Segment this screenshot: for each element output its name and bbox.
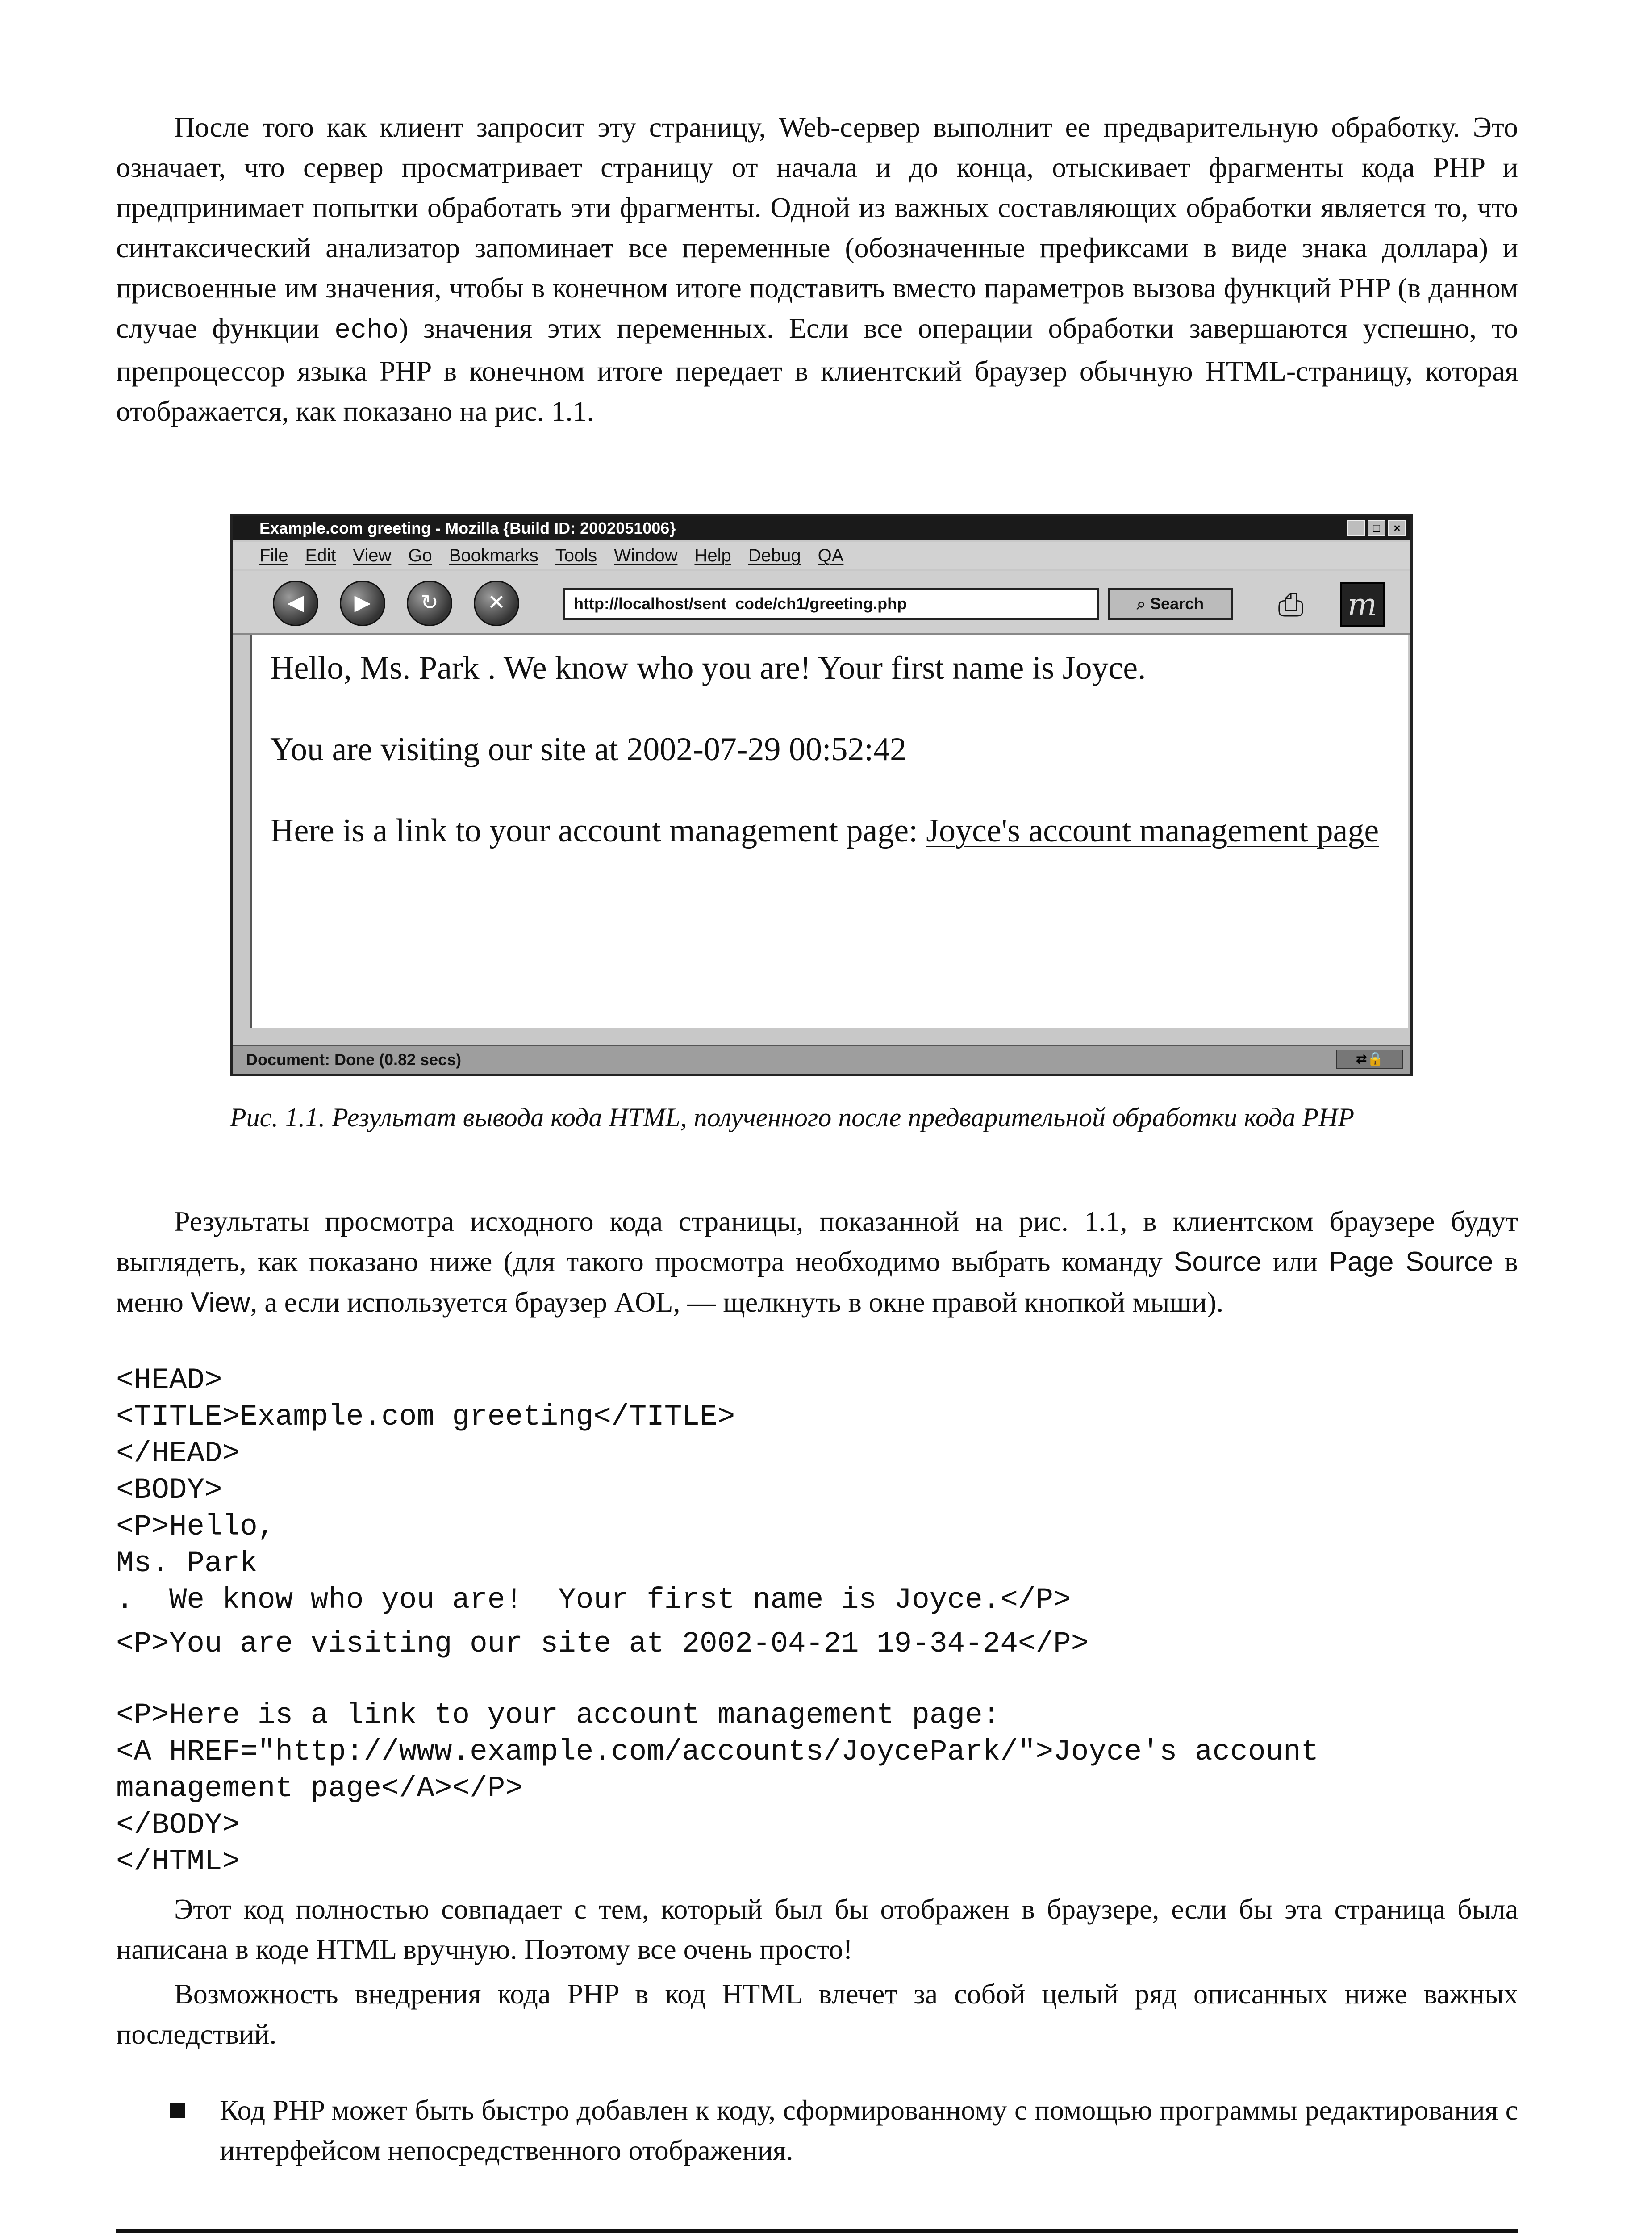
reload-icon[interactable]: ↻ (407, 581, 452, 626)
paragraph-4: Возможность внедрения кода PHP в код HTML влечет за собой целый ряд описанных ниже важных последствий. (116, 1978, 1518, 2050)
menu-edit[interactable]: Edit (305, 546, 336, 565)
paragraph-2-text-a: Результаты просмотра исходного кода страницы, показанной на рис. 1.1, в клиентском браузере будут выглядеть, как показано ниже (для такого просмотра необходимо выбрать команду (116, 1205, 1518, 1277)
code-block-visit: <P>You are visiting our site at 2002-04-21 19-34-24</P> (116, 1627, 1089, 1660)
minimize-icon[interactable]: _ (1347, 520, 1365, 536)
bullet-item (170, 2090, 1518, 2170)
print-icon[interactable]: ⎙ (1278, 585, 1304, 623)
navigation-toolbar (233, 571, 1410, 635)
code-block-link: <P>Here is a link to your account management page: <A HREF="http://www.example.com/accounts/JoycePark/">Joyce's account management page</A></P> </BODY> </HTML> (116, 1698, 1319, 1878)
account-management-link[interactable]: Joyce's account management page (926, 812, 1379, 849)
bullet-square-icon (170, 2103, 185, 2118)
maximize-icon[interactable]: □ (1368, 520, 1385, 536)
menu-window[interactable]: Window (614, 546, 678, 565)
window-controls (1347, 520, 1406, 536)
paragraph-1-text-b: ) значения этих переменных. Если все операции обработки завершаются успешно, то препроцессор языка PHP в конечном итоге передает в клиентский браузер обычную HTML-страницу, которая отображается, как показано на рис. 1.1. (116, 312, 1519, 427)
footer-rule (116, 2229, 1518, 2233)
page-content (250, 635, 1408, 1028)
content-link-line (270, 810, 1408, 851)
content-link-intro: Here is a link to your account management page: (270, 812, 926, 849)
status-text: Document: Done (0.82 secs) (246, 1050, 462, 1069)
paragraph-2-text-b: , а если используется браузер AOL, — щелкнуть в окне правой кнопкой мыши). (250, 1286, 1224, 1318)
code-block-head: <HEAD> <TITLE>Example.com greeting</TITLE> </HEAD> <BODY> <P>Hello, Ms. Park . We know who you are! Your first name is Joyce.</P> (116, 1363, 1071, 1617)
security-lock-icon[interactable]: ⇄🔒 (1336, 1050, 1403, 1069)
url-input[interactable] (563, 588, 1099, 620)
menu-bar (233, 542, 1410, 569)
menu-view[interactable]: View (353, 546, 392, 565)
figure-caption: Рис. 1.1. Результат вывода кода HTML, полученного после предварительной обработки кода PHP (230, 1103, 1355, 1132)
paragraph-3: Этот код полностью совпадает с тем, который был бы отображен в браузере, если бы эта страница была написана в коде HTML вручную. Поэтому все очень просто! (116, 1893, 1518, 1965)
url-text: http://localhost/sent_code/ch1/greeting.php (574, 594, 907, 613)
paragraph-1 (116, 107, 1518, 431)
window-titlebar (233, 516, 1410, 540)
browser-screenshot (230, 514, 1413, 1076)
search-icon: ⌕ (1136, 594, 1151, 613)
mozilla-logo-icon[interactable]: m (1340, 582, 1385, 627)
menu-file[interactable]: File (259, 546, 288, 565)
paragraph-1-text-a: После того как клиент запросит эту страницу, Web-сервер выполнит ее предварительную обработку. Это означает, что сервер просматривает страницу от начала и до конца, отыскивает фрагменты кода PHP и предпринимает попытки обработать эти фрагменты. Одной из важных составляющих обработки является то, что синтаксический анализатор запоминает все переменные (обозначенные префиксами в виде знака доллара) и присвоенные им значения, чтобы в конечном итоге подставить вместо параметров вызова функций PHP (в данном случае функции (116, 111, 1518, 344)
window-title: Example.com greeting - Mozilla {Build ID: 2002051006} (259, 519, 676, 537)
menu-tools[interactable]: Tools (555, 546, 597, 565)
command-source: Source (1174, 1246, 1262, 1277)
command-page-source: Page Source (1329, 1246, 1493, 1277)
menu-debug[interactable]: Debug (748, 546, 801, 565)
forward-icon[interactable]: ▶ (340, 581, 385, 626)
paragraph-2-or: или (1261, 1246, 1329, 1277)
search-button[interactable] (1108, 588, 1233, 620)
status-bar (233, 1045, 1410, 1074)
paragraph-2 (116, 1201, 1518, 1323)
menu-view-name: View (190, 1287, 250, 1318)
menu-help[interactable]: Help (694, 546, 731, 565)
menu-go[interactable]: Go (408, 546, 432, 565)
search-label: Search (1150, 594, 1204, 613)
paragraph-2-menu: в меню (116, 1246, 1519, 1318)
inline-code-echo: echo (334, 316, 399, 346)
stop-icon[interactable]: ✕ (474, 581, 519, 626)
menu-bookmarks[interactable]: Bookmarks (449, 546, 538, 565)
content-visit-time: You are visiting our site at 2002-07-29 00:52:42 (270, 731, 907, 768)
menu-qa[interactable]: QA (818, 546, 844, 565)
close-icon[interactable]: × (1388, 520, 1406, 536)
bullet-text: Код PHP может быть быстро добавлен к коду, сформированному с помощью программы редактирования с интерфейсом непосредственного отображения. (220, 2094, 1518, 2166)
back-icon[interactable]: ◀ (273, 581, 318, 626)
content-greeting: Hello, Ms. Park . We know who you are! Your first name is Joyce. (270, 650, 1146, 686)
